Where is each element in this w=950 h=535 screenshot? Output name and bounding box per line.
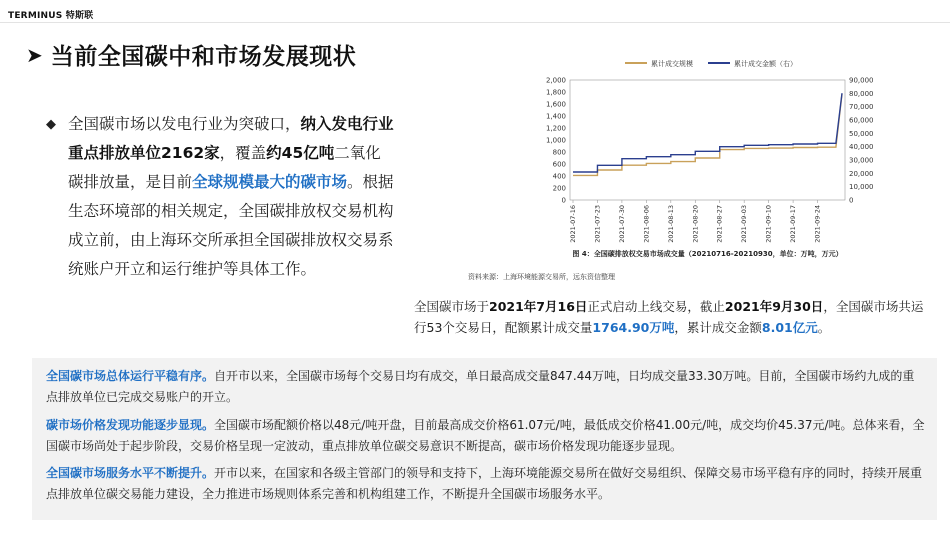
caption-text: 正式启动上线交易，截止	[587, 299, 725, 314]
diamond-bullet-icon: ◆	[46, 117, 56, 132]
page-title-row	[26, 38, 356, 71]
x-tick-label: 2021-08-06	[642, 205, 651, 243]
left-summary	[46, 110, 396, 284]
summary-text: 二氧化碳排放量，是目前	[68, 144, 381, 191]
x-tick-label: 2021-07-23	[593, 205, 602, 243]
brand-logo: TERMINUS 特斯联	[8, 11, 94, 21]
x-tick-label: 2021-07-16	[569, 205, 577, 243]
caption-text: ，累计成交金额	[674, 320, 762, 335]
y-right-tick-label: 10,000	[849, 183, 874, 192]
y-left-tick-label: 800	[552, 148, 566, 157]
summary-text: 。根据生态环境部的相关规定，全国碳排放权交易机构成立前，由上海环交所承担全国碳排放权交易系统账户开立和运行维护等具体工作。	[68, 173, 394, 278]
series-line	[573, 94, 842, 175]
highlight-body: 自开市以来，全国碳市场每个交易日均有成交，单日最高成交量847.44万吨，日均成交量33.30万吨。目前，全国碳市场约九成的重点排放单位已完成交易账户的开立。	[46, 369, 915, 404]
highlight-service-level	[46, 463, 926, 505]
trading-volume-chart	[460, 52, 940, 292]
y-right-tick-label: 60,000	[849, 116, 874, 125]
caption-date: 2021年9月30日	[724, 299, 824, 314]
series-line	[573, 93, 842, 172]
page-title: 当前全国碳中和市场发展现状	[50, 44, 357, 70]
caption-amount: 8.01亿元	[761, 320, 818, 335]
x-tick-label: 2021-08-20	[691, 204, 700, 243]
legend-label: 累计成交规模	[651, 60, 693, 68]
plot-frame	[570, 80, 845, 200]
y-left-tick-label: 0	[561, 196, 566, 205]
summary-paragraph	[68, 110, 396, 284]
y-left-tick-label: 1,400	[545, 112, 566, 121]
y-right-tick-label: 30,000	[849, 156, 874, 165]
header-divider	[0, 22, 950, 23]
highlight-heading: 全国碳市场服务水平不断提升。	[46, 466, 215, 480]
y-left-tick-label: 1,200	[545, 124, 566, 133]
x-tick-label: 2021-09-03	[740, 205, 749, 243]
highlight-body: 全国碳市场配额价格以48元/吨开盘，目前最高成交价格61.07元/吨，最低成交价格41.00元/吨，成交均价45.37元/吨。总体来看，全国碳市场尚处于起步阶段，交易价格呈现一定波动，重点排放单位碳交易意识不断提高，碳市场价格发现功能逐步显现。	[46, 418, 925, 453]
legend-label: 累计成交金额（右）	[734, 60, 797, 68]
y-right-tick-label: 0	[849, 196, 854, 205]
x-tick-label: 2021-09-17	[789, 205, 798, 243]
y-right-tick-label: 40,000	[849, 143, 874, 152]
y-right-tick-label: 80,000	[849, 89, 874, 98]
x-tick-label: 2021-09-10	[764, 205, 773, 243]
caption-text: ，全国碳市场共运行53个交易日，配额累计成交量	[414, 299, 924, 335]
summary-text: 全国碳市场以发电行业为突破口，	[68, 115, 301, 133]
y-left-tick-label: 200	[552, 184, 566, 193]
caption-text: 。	[817, 320, 831, 335]
highlight-heading: 碳市场价格发现功能逐步显现。	[46, 418, 215, 432]
chart-title: 图 4：全国碳排放权交易市场成交量（20210716-20210930，单位：万吨，万元）	[572, 250, 843, 258]
y-left-tick-label: 1,000	[545, 136, 566, 145]
x-tick-label: 2021-08-13	[666, 205, 675, 243]
y-left-tick-label: 600	[552, 160, 566, 169]
caption-text: 全国碳市场于	[414, 299, 490, 314]
highlight-price-discovery	[46, 415, 926, 457]
x-tick-label: 2021-08-27	[715, 205, 724, 243]
y-right-tick-label: 50,000	[849, 129, 874, 138]
y-left-tick-label: 2,000	[545, 76, 566, 85]
y-left-tick-label: 1,600	[545, 100, 566, 109]
x-tick-label: 2021-09-24	[813, 205, 822, 243]
market-caption	[414, 296, 934, 338]
highlight-heading: 全国碳市场总体运行平稳有序。	[46, 369, 215, 383]
summary-emphasis: 纳入发电行业重点排放单位2162家	[68, 115, 394, 162]
y-right-tick-label: 90,000	[849, 76, 874, 85]
y-left-tick-label: 1,800	[545, 88, 566, 97]
arrow-right-icon: ➤	[26, 42, 43, 67]
caption-volume: 1764.90万吨	[592, 320, 675, 335]
caption-date: 2021年7月16日	[489, 299, 588, 314]
summary-highlight: 全球规模最大的碳市场	[192, 173, 348, 191]
y-right-tick-label: 20,000	[849, 169, 874, 178]
summary-text: ，覆盖	[219, 144, 267, 162]
x-tick-label: 2021-07-30	[617, 205, 626, 243]
y-left-tick-label: 400	[552, 172, 566, 181]
highlights-panel	[32, 358, 937, 520]
highlight-body: 开市以来，在国家和各级主管部门的领导和支持下，上海环境能源交易所在做好交易组织、保障交易市场平稳有序的同时，持续开展重点排放单位碳交易能力建设，全力推进市场规则体系完善和机构组建工作，不断提升全国碳市场服务水平。	[46, 466, 923, 501]
chart-svg	[460, 52, 940, 272]
chart-source: 资料来源：上海环境能源交易所，远东资信整理	[468, 273, 615, 281]
y-right-tick-label: 70,000	[849, 103, 874, 112]
highlight-operation	[46, 366, 926, 408]
summary-emphasis: 约45亿吨	[266, 144, 335, 162]
